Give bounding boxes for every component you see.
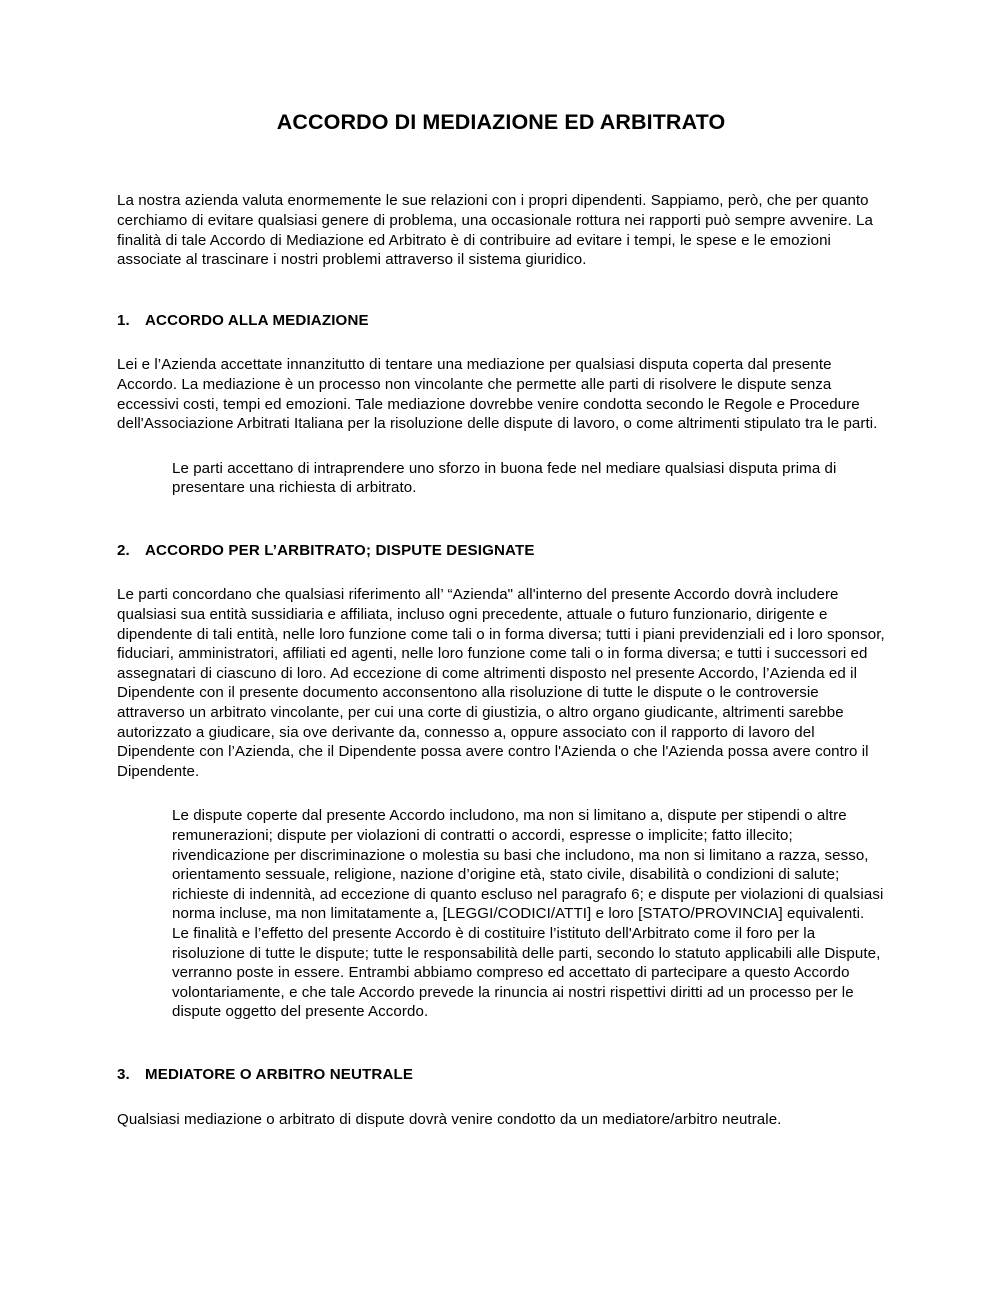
section-number-2: 2. — [117, 541, 130, 559]
section-heading-3 — [117, 1065, 885, 1085]
section-title-2: ACCORDO PER L’ARBITRATO; DISPUTE DESIGNATE — [145, 541, 535, 559]
section-title-1: ACCORDO ALLA MEDIAZIONE — [145, 311, 369, 329]
section-3-body: Qualsiasi mediazione o arbitrato di dispute dovrà venire condotto da un mediatore/arbitro neutrale. — [117, 1110, 782, 1128]
page-title: ACCORDO DI MEDIAZIONE ED ARBITRATO — [276, 110, 726, 134]
section-number-3: 3. — [117, 1065, 130, 1083]
intro-paragraph: La nostra azienda valuta enormemente le sue relazioni con i propri dipendenti. Sappiamo, però, che per quanto cerchiamo di evitare qualsiasi genere di problema, una occasionale rottura nei rapporti può sempre avvenire. La finalità di tale Accordo di Mediazione ed Arbitrato è di contribuire ad evitare i tempi, le spese e le emozioni associate al trascinare i nostri problemi attraverso il sistema giuridico. — [117, 192, 873, 269]
section-title-3: MEDIATORE O ARBITRO NEUTRALE — [145, 1065, 414, 1083]
section-heading-2 — [117, 541, 885, 561]
section-2-indented-paragraph: Le dispute coperte dal presente Accordo includono, ma non si limitano a, dispute per stipendi o altre remunerazioni; dispute per violazioni di contratti o accordi, espresse o implicite; fatto illecito; rivendicazione per discriminazione o molestia su basi che includono, ma non si limitano a razza, sesso, orientamento sessuale, religione, nazione d’origine età, stato civile, disabilità o condizioni di salute; richieste di indennità, ad eccezione di quanto escluso nel paragrafo 6; e dispute per violazioni di qualsiasi norma incluse, ma non limitatamente a, [LEGGI/CODICI/ATTI] e loro [STATO/PROVINCIA] equivalenti. Le finalità e l’effetto del presente Accordo è di costituire l’istituto dell'Arbitrato come il foro per la risoluzione di tutte le dispute; tutte le responsabilità delle parti, secondo lo statuto applicabili alle Dispute, verranno poste in essere. Entrambi abbiamo compreso ed accettato di partecipare a questo Accordo volontariamente, e che tale Accordo prevede la rinuncia ai nostri rispettivi diritti ad un processo per le dispute oggetto del presente Accordo. — [172, 807, 884, 1021]
section-2-body: Le parti concordano che qualsiasi riferimento all’ “Azienda" all'interno del presente Accordo dovrà includere qualsiasi sua entità sussidiaria e affiliata, incluso ogni precedente, attuale o futuro funzionario, dirigente e dipendente di tali entità, nelle loro funzione come tali o in forma diversa; tutti i piani previdenziali ed i loro sponsor, fiduciari, amministratori, affiliati ed agenti, nelle loro funzione come tali o in forma diversa; e tutti i successori ed assegnatari di ciascuno di loro. Ad eccezione di come altrimenti disposto nel presente Accordo, l’Azienda ed il Dipendente con il presente documento acconsentono alla risoluzione di tutte le dispute o le controversie attraverso un arbitrato vincolante, per cui una corte di giustizia, o altro organo giudicante, altrimenti sarebbe autorizzato a giudicare, sia ove derivante da, connesso a, oppure associato con il rapporto di lavoro del Dipendente con l’Azienda, che il Dipendente possa avere contro l'Azienda o che l'Azienda possa avere contro il Dipendente. — [117, 586, 885, 780]
section-1-body: Lei e l’Azienda accettate innanzitutto di tentare una mediazione per qualsiasi disputa coperta dal presente Accordo. La mediazione è un processo non vincolante che permette alle parti di risolvere le dispute senza eccessivi costi, tempi ed emozioni. Tale mediazione dovrebbe venire condotta secondo le Regole e Procedure dell'Associazione Arbitrati Italiana per la risoluzione delle dispute di lavoro, o come altrimenti stipulato tra le parti. — [117, 356, 878, 433]
document-content — [117, 0, 885, 1129]
section-number-1: 1. — [117, 311, 130, 329]
section-heading-1 — [117, 311, 885, 331]
section-1-indented-paragraph: Le parti accettano di intraprendere uno sforzo in buona fede nel mediare qualsiasi disputa prima di presentare una richiesta di arbitrato. — [172, 459, 837, 497]
